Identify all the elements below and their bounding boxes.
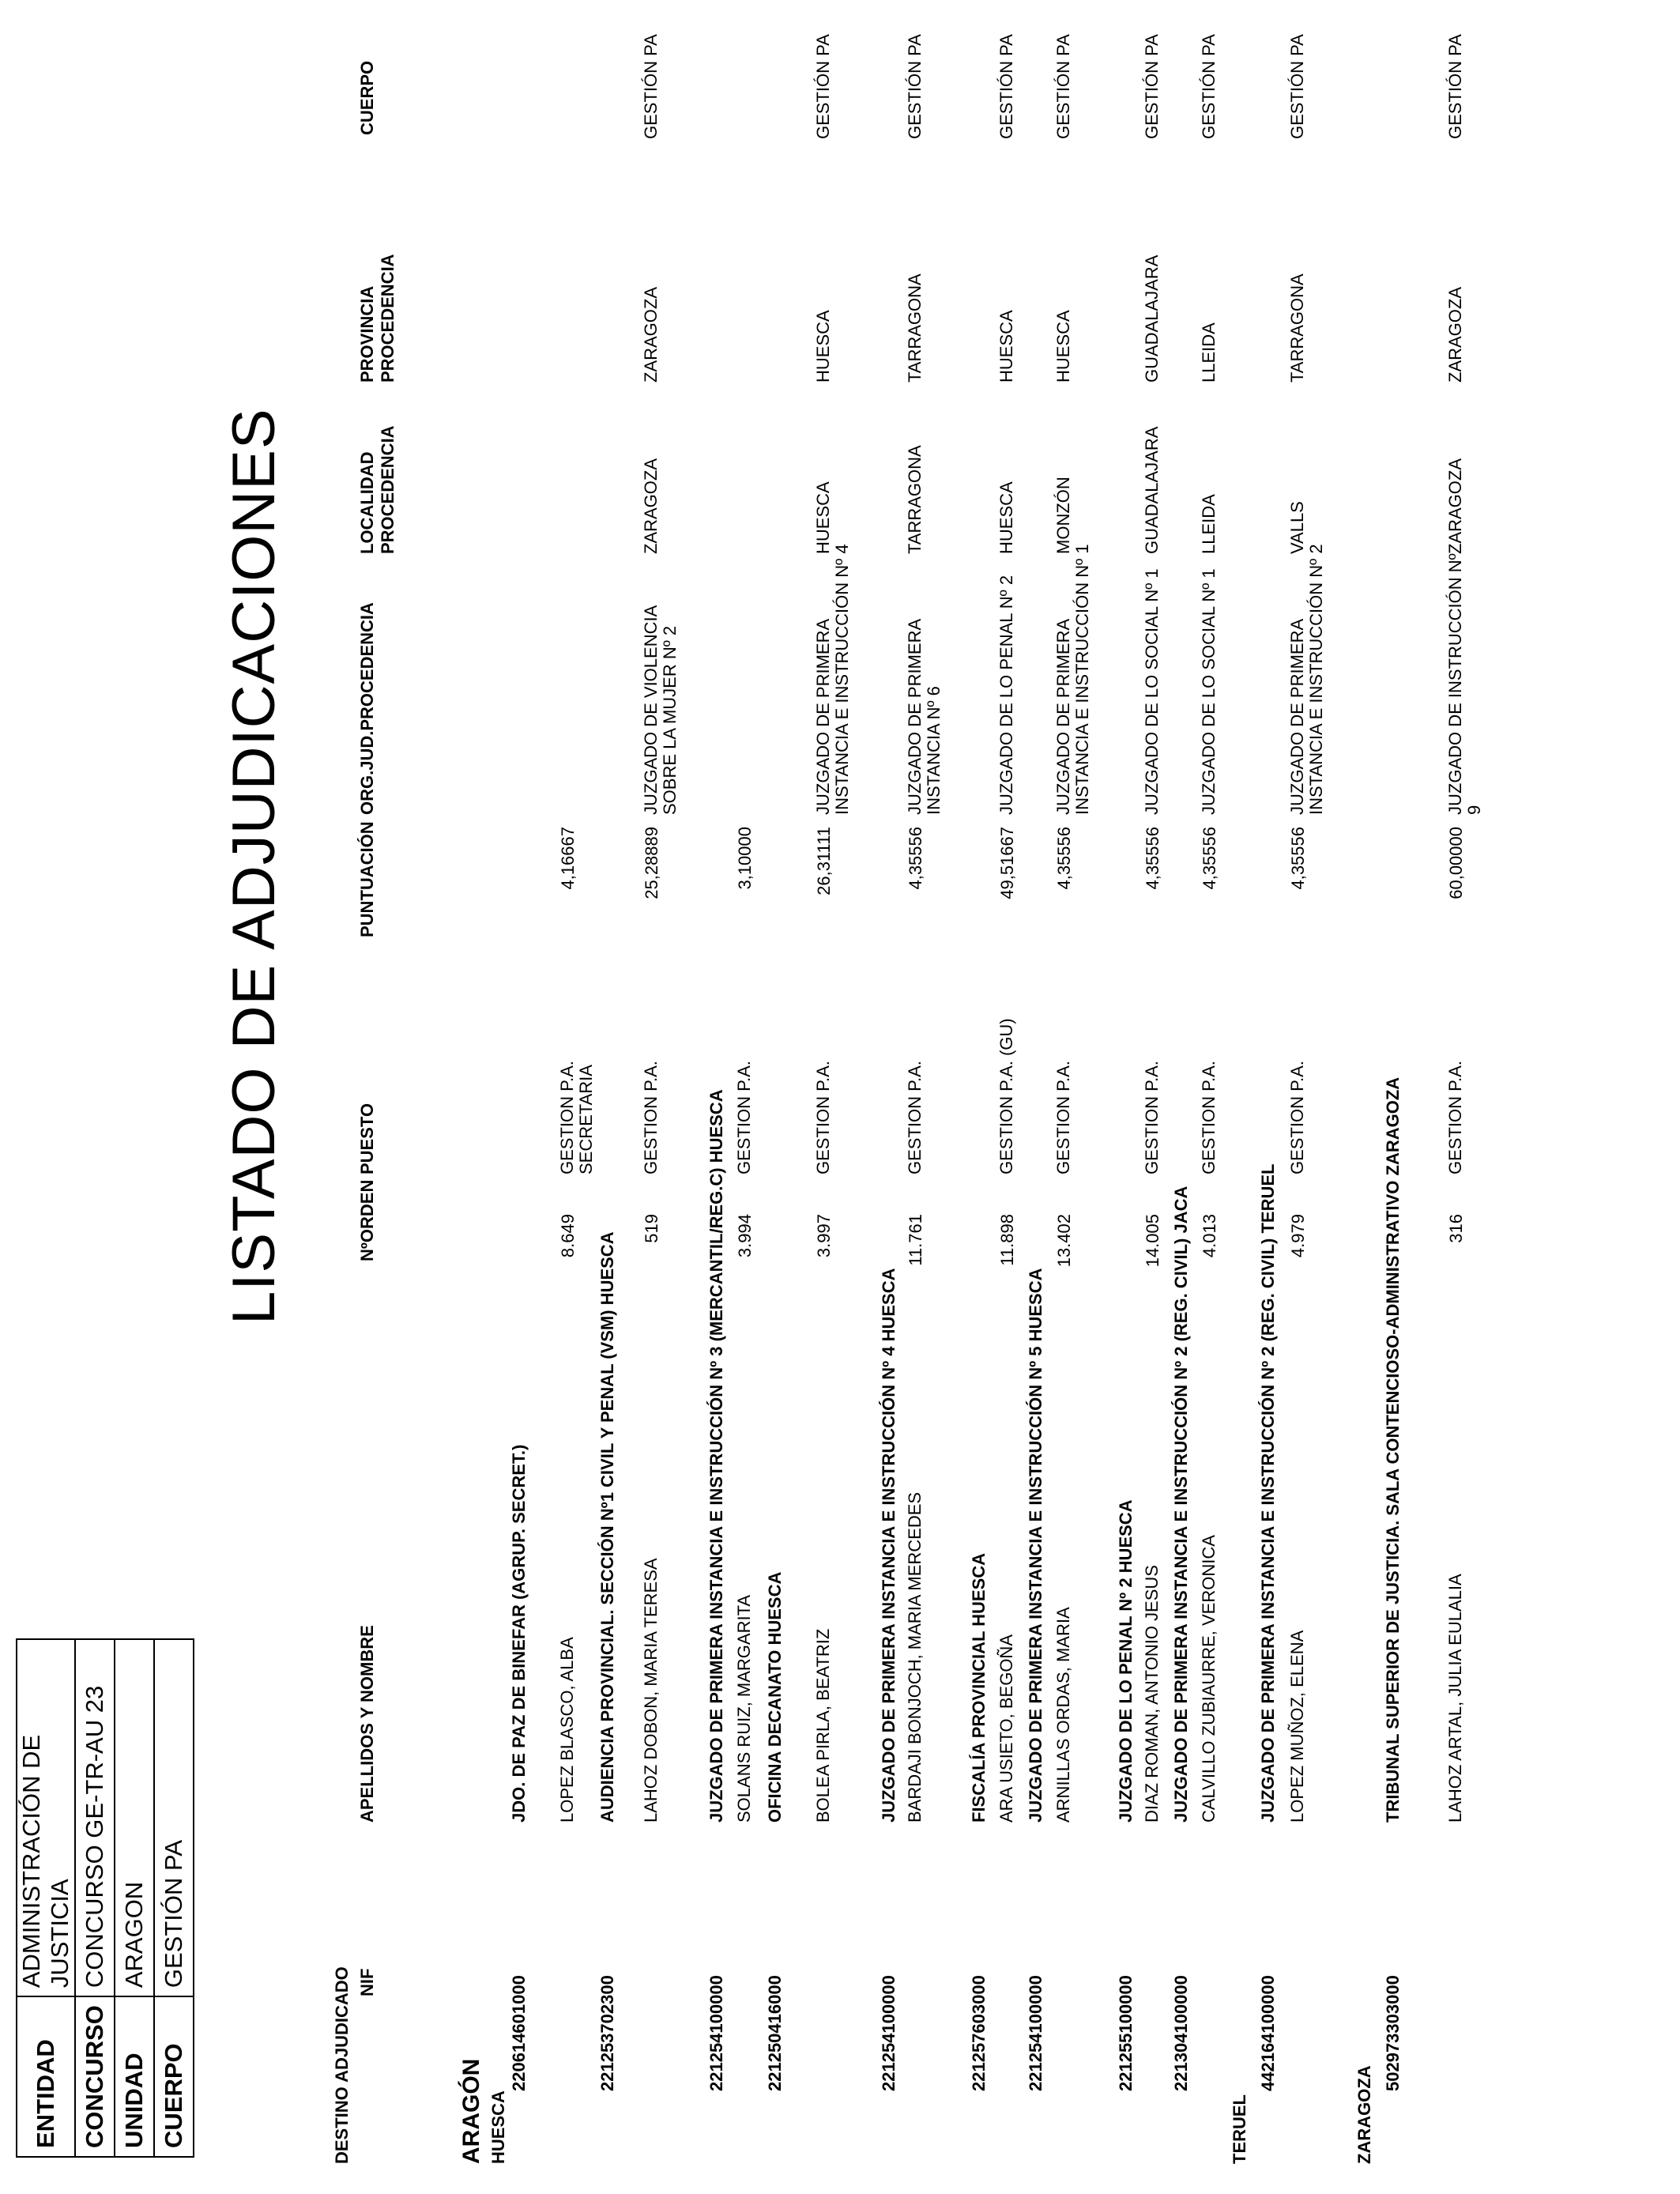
- person-name: BOLEA PIRLA, BEATRIZ: [813, 1628, 833, 1823]
- org-line: INSTANCIA E INSTRUCCIÓN Nº 1: [1072, 544, 1092, 815]
- document-title: LISTADO DE ADJUDICACIONES: [220, 408, 288, 1325]
- score: 25,28889: [642, 827, 661, 899]
- org-line: 9: [1464, 805, 1484, 815]
- puesto-line: GESTION P.A.: [1445, 1061, 1465, 1174]
- puesto-line: GESTION P.A.: [1053, 1061, 1073, 1174]
- header-value: ARAGON: [115, 1639, 154, 1996]
- person-name: LOPEZ BLASCO, ALBA: [557, 1637, 577, 1823]
- orden-number: 316: [1446, 1214, 1466, 1243]
- localidad: GUADALAJARA: [1142, 426, 1162, 554]
- col-nif: NIF: [357, 1968, 377, 1996]
- localidad: MONZÓN: [1053, 477, 1073, 554]
- destination-name: JUZGADO DE PRIMERA INSTANCIA E INSTRUCCIÓN Nº 2 (REG. CIVIL) TERUEL: [1258, 1163, 1278, 1823]
- person-name: CALVILLO ZUBIAURRE, VERONICA: [1199, 1535, 1219, 1823]
- orden-number: 519: [642, 1214, 661, 1243]
- destination-name: JUZGADO DE PRIMERA INSTANCIA E INSTRUCCIÓN Nº 3 (MERCANTIL/REG.C) HUESCA: [706, 1089, 726, 1823]
- col-provincia: [357, 254, 398, 383]
- score: 4,35556: [1143, 827, 1162, 890]
- org-line: INSTANCIA E INSTRUCCIÓN Nº 4: [832, 544, 852, 815]
- person-name: BARDAJI BONJOCH, MARIA MERCEDES: [905, 1491, 925, 1823]
- org-procedencia: [1288, 544, 1326, 815]
- org-procedencia: [814, 544, 852, 815]
- cuerpo: GESTIÓN PA: [1053, 34, 1073, 139]
- cuerpo: GESTIÓN PA: [996, 34, 1016, 139]
- header-value: GESTIÓN PA: [154, 1639, 194, 1996]
- header-row-entidad: [17, 1639, 75, 2157]
- col-puesto: PUESTO: [357, 1103, 377, 1174]
- destination-name: TRIBUNAL SUPERIOR DE JUSTICIA. SALA CONTENCIOSO-ADMINISTRATIVO ZARAGOZA: [1383, 1076, 1403, 1823]
- provincia: HUESCA: [813, 310, 833, 383]
- orden-number: 3.997: [814, 1214, 834, 1258]
- cuerpo: GESTIÓN PA: [1199, 34, 1219, 139]
- destination-name: AUDIENCIA PROVINCIAL. SECCIÓN Nº1 CIVIL Y PENAL (VSM) HUESCA: [597, 1231, 617, 1823]
- col-localidad: [357, 425, 398, 554]
- puesto-line: SECRETARIA: [576, 1065, 596, 1174]
- destination-name: JUZGADO DE PRIMERA INSTANCIA E INSTRUCCIÓN Nº 5 HUESCA: [1026, 1268, 1045, 1823]
- person-name: DIAZ ROMAN, ANTONIO JESUS: [1142, 1565, 1162, 1823]
- destination-code: 221254100000: [1026, 1975, 1045, 2091]
- org-line: JUZGADO DE PRIMERA: [1287, 618, 1307, 815]
- destination-name: FISCALÍA PROVINCIAL HUESCA: [969, 1552, 989, 1823]
- provincia: TARRAGONA: [905, 273, 925, 383]
- col-provincia-line2: PROCEDENCIA: [378, 254, 397, 383]
- org-procedencia: [1143, 568, 1162, 815]
- puesto-line: GESTION P.A.: [641, 1061, 661, 1174]
- col-destino-adjudicado: DESTINO ADJUDICADO: [332, 1966, 352, 2164]
- destination-name: JDO. DE PAZ DE BINEFAR (AGRUP. SECRET.): [509, 1444, 529, 1823]
- destination-code: 221250416000: [765, 1975, 785, 2091]
- puesto-line: GESTION P.A.: [1142, 1061, 1162, 1174]
- provincia: HUESCA: [996, 310, 1016, 383]
- provincia: ZARAGOZA: [1445, 286, 1465, 383]
- puesto: [997, 1018, 1016, 1174]
- destination-code: 221255100000: [1116, 1975, 1136, 2091]
- localidad: TARRAGONA: [905, 445, 925, 554]
- provincia: ZARAGOZA: [641, 286, 661, 383]
- group-heading-teruel: TERUEL: [1230, 2094, 1249, 2164]
- orden-number: 13.402: [1054, 1214, 1074, 1268]
- localidad: LLEIDA: [1199, 494, 1219, 554]
- header-row-unidad: [115, 1639, 154, 2157]
- score: 3,10000: [735, 827, 755, 890]
- header-key: UNIDAD: [115, 1996, 154, 2157]
- col-provincia-line1: PROVINCIA: [357, 285, 377, 383]
- score: 4,35556: [906, 827, 925, 890]
- person-name: SOLANS RUIZ, MARGARITA: [734, 1594, 754, 1823]
- score: 4,35556: [1288, 827, 1308, 890]
- person-name: ARA USIETO, BEGOÑA: [996, 1634, 1016, 1823]
- header-key: ENTIDAD: [17, 1996, 75, 2157]
- score: 49,51667: [997, 827, 1017, 899]
- cuerpo: GESTIÓN PA: [813, 34, 833, 139]
- puesto: [1054, 1061, 1073, 1174]
- destination-name: JUZGADO DE PRIMERA INSTANCIA E INSTRUCCIÓN Nº 4 HUESCA: [879, 1268, 898, 1823]
- person-name: ARNILLAS ORDAS, MARIA: [1053, 1607, 1073, 1823]
- col-localidad-line1: LOCALIDAD: [357, 451, 377, 554]
- org-procedencia: [642, 605, 680, 815]
- puesto: [1200, 1061, 1219, 1174]
- org-line: JUZGADO DE PRIMERA: [1053, 618, 1073, 815]
- score: 60,00000: [1446, 827, 1466, 899]
- orden-number: 4.013: [1200, 1214, 1219, 1258]
- puesto-line: GESTION P.A.: [1287, 1061, 1307, 1174]
- cuerpo: GESTIÓN PA: [905, 34, 925, 139]
- destination-code: 442164100000: [1258, 1975, 1278, 2091]
- score: 4,35556: [1054, 827, 1074, 890]
- puesto: [1446, 1061, 1465, 1174]
- col-puntuacion: PUNTUACIÓN: [357, 821, 377, 937]
- puesto-line: GESTION P.A.: [905, 1061, 925, 1174]
- score: 4,35556: [1200, 827, 1219, 890]
- puesto-line: GESTION P.A.: [557, 1061, 577, 1174]
- localidad: ZARAGOZA: [1445, 458, 1465, 554]
- org-procedencia: [1446, 553, 1484, 815]
- org-procedencia: [906, 619, 944, 815]
- provincia: LLEIDA: [1199, 322, 1219, 383]
- region-heading: ARAGÓN: [458, 2058, 484, 2164]
- person-name: LAHOZ ARTAL, JULIA EULALIA: [1445, 1574, 1465, 1823]
- orden-number: 3.994: [735, 1214, 755, 1258]
- score: 4,16667: [558, 827, 578, 890]
- col-norden: NºORDEN: [357, 1179, 377, 1261]
- col-cuerpo: CUERPO: [357, 60, 377, 135]
- header-row-concurso: [75, 1639, 115, 2157]
- destination-code: 502973303000: [1383, 1975, 1403, 2091]
- destination-code: 221254100000: [706, 1975, 726, 2091]
- org-line: SOBRE LA MUJER Nº 2: [660, 625, 680, 815]
- org-line: JUZGADO DE LO PENAL Nº 2: [996, 575, 1016, 815]
- group-heading-zaragoza: ZARAGOZA: [1354, 2065, 1374, 2164]
- provincia: HUESCA: [1053, 310, 1073, 383]
- provincia: GUADALAJARA: [1142, 254, 1162, 383]
- col-localidad-line2: PROCEDENCIA: [378, 425, 397, 554]
- orden-number: 14.005: [1143, 1214, 1162, 1268]
- localidad: ZARAGOZA: [641, 458, 661, 554]
- org-line: INSTANCIA Nº 6: [924, 686, 944, 815]
- orden-number: 4.979: [1288, 1214, 1308, 1258]
- cuerpo: GESTIÓN PA: [1287, 34, 1307, 139]
- puesto: [1288, 1061, 1307, 1174]
- destination-name: OFICINA DECANATO HUESCA: [765, 1571, 785, 1823]
- col-apellidos: APELLIDOS Y NOMBRE: [357, 1625, 377, 1823]
- cuerpo: GESTIÓN PA: [1445, 34, 1465, 139]
- person-name: LAHOZ DOBON, MARIA TERESA: [641, 1558, 661, 1823]
- header-key: CUERPO: [154, 1996, 194, 2157]
- puesto-line: GESTION P.A.: [1199, 1061, 1219, 1174]
- header-info-table: [16, 1638, 194, 2158]
- puesto: [1143, 1061, 1162, 1174]
- org-line: JUZGADO DE PRIMERA: [905, 618, 925, 815]
- destination-name: JUZGADO DE PRIMERA INSTANCIA E INSTRUCCIÓN Nº 2 (REG. CIVIL) JACA: [1171, 1186, 1191, 1823]
- header-row-cuerpo: [154, 1639, 194, 2157]
- puesto: [814, 1061, 833, 1174]
- score: 26,31111: [814, 827, 834, 895]
- localidad: HUESCA: [813, 481, 833, 554]
- orden-number: 8.649: [558, 1214, 578, 1258]
- destination-code: 221304100000: [1171, 1975, 1191, 2091]
- orden-number: 11.761: [906, 1214, 925, 1266]
- puesto: [906, 1061, 925, 1174]
- header-key: CONCURSO: [75, 1996, 115, 2157]
- localidad: HUESCA: [996, 481, 1016, 554]
- header-value: ADMINISTRACIÓN DE JUSTICIA: [17, 1639, 75, 1996]
- destination-code: 220614601000: [509, 1975, 529, 2091]
- org-line: JUZGADO DE PRIMERA: [813, 618, 833, 815]
- puesto: [642, 1061, 661, 1174]
- puesto-line: GESTION P.A.: [813, 1061, 833, 1174]
- puesto-line: GESTION P.A. (GU): [996, 1018, 1016, 1174]
- cuerpo: GESTIÓN PA: [1142, 34, 1162, 139]
- org-line: JUZGADO DE VIOLENCIA: [641, 605, 661, 815]
- destination-code: 221257603000: [969, 1975, 989, 2091]
- header-value: CONCURSO GE-TR-AU 23: [75, 1639, 115, 1996]
- puesto: [558, 1061, 596, 1174]
- destination-code: 221253702300: [597, 1975, 617, 2091]
- org-line: JUZGADO DE LO SOCIAL Nº 1: [1199, 568, 1219, 815]
- org-line: JUZGADO DE LO SOCIAL Nº 1: [1142, 568, 1162, 815]
- orden-number: 11.898: [997, 1214, 1017, 1266]
- org-line: INSTANCIA E INSTRUCCIÓN Nº 2: [1306, 544, 1326, 815]
- org-line: JUZGADO DE INSTRUCCIÓN Nº: [1445, 553, 1465, 815]
- puesto-line: GESTION P.A.: [734, 1061, 754, 1174]
- destination-code: 221254100000: [879, 1975, 898, 2091]
- localidad: VALLS: [1287, 501, 1307, 554]
- col-org-jud: ORG.JUD.PROCEDENCIA: [357, 602, 377, 815]
- org-procedencia: [997, 575, 1016, 815]
- org-procedencia: [1054, 544, 1092, 815]
- cuerpo: GESTIÓN PA: [641, 34, 661, 139]
- group-heading-huesca: HUESCA: [488, 2090, 508, 2164]
- org-procedencia: [1200, 568, 1219, 815]
- person-name: LOPEZ MUÑOZ, ELENA: [1287, 1630, 1307, 1823]
- provincia: TARRAGONA: [1287, 273, 1307, 383]
- puesto: [735, 1061, 754, 1174]
- destination-name: JUZGADO DE LO PENAL Nº 2 HUESCA: [1116, 1499, 1136, 1823]
